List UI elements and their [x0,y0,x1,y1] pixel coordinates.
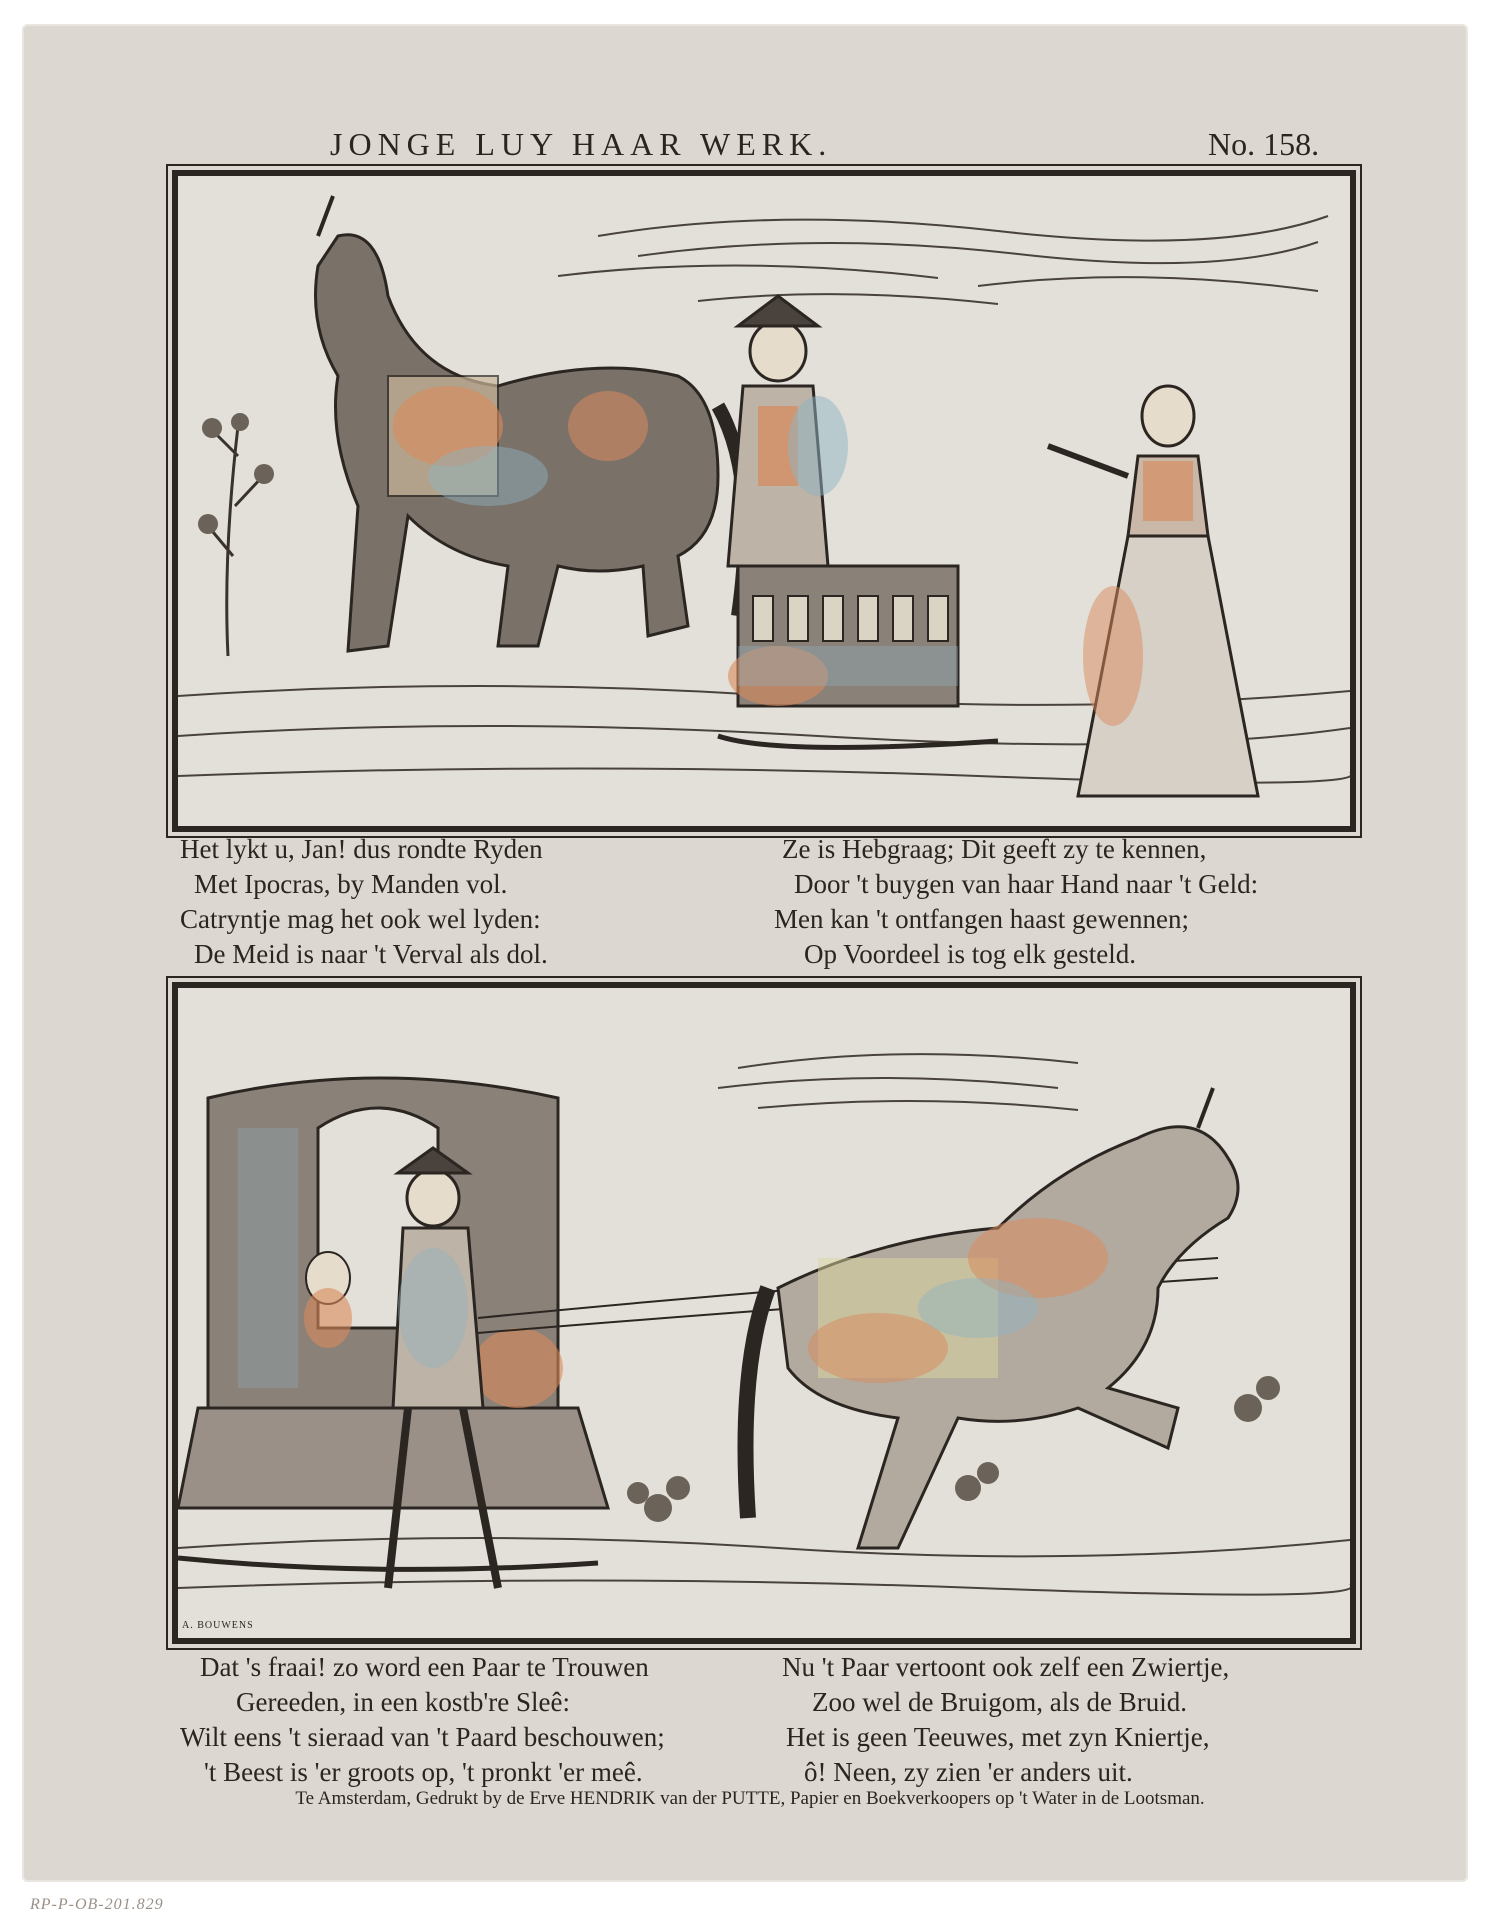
print-number: No. 158. [1208,126,1320,162]
woodcut-panel-bottom [172,982,1356,1644]
verse-line: 't Beest is 'er groots op, 't pronkt 'er meê. [204,1757,643,1787]
woodcut-horse-and-sled-illustration [178,176,1350,826]
verse-line: Men kan 't ontfangen haast gewennen; [774,904,1189,934]
print-title: JONGE LUY HAAR WERK. [330,126,833,162]
verse-line: Dat 's fraai! zo word een Paar te Trouwen [200,1652,649,1682]
verse-line: Het lykt u, Jan! dus rondte Ryden [180,834,543,864]
verse-top-left [180,832,548,972]
verse-line: De Meid is naar 't Verval als dol. [194,939,548,969]
verse-top-right [762,832,1258,972]
publisher-imprint: Te Amsterdam, Gedrukt by de Erve HENDRIK van der PUTTE, Papier en Boekverkoopers op 't Water in de Lootsman. [295,1788,1205,1809]
verse-line: Catryntje mag het ook wel lyden: [180,904,541,934]
verse-line: Zoo wel de Bruigom, als de Bruid. [812,1687,1187,1717]
verse-line: Door 't buygen van haar Hand naar 't Geld: [794,869,1259,899]
verse-bottom-right [762,1650,1229,1790]
catalog-mark: RP-P-OB-201.829 [30,1896,164,1913]
verse-line: Wilt eens 't sieraad van 't Paard beschouwen; [180,1722,665,1752]
verse-line: Ze is Hebgraag; Dit geeft zy te kennen, [782,834,1207,864]
verse-line: Met Ipocras, by Manden vol. [194,869,508,899]
engraver-signature: A. BOUWENS [182,1620,254,1631]
verse-line: Op Voordeel is tog elk gesteld. [804,939,1136,969]
woodcut-couple-in-sled-illustration [178,988,1350,1638]
verse-line: ô! Neen, zy zien 'er anders uit. [804,1757,1133,1787]
woodcut-panel-top [172,170,1356,832]
verse-line: Nu 't Paar vertoont ook zelf een Zwiertje, [782,1652,1230,1682]
verse-line: Gereeden, in een kostb're Sleê: [236,1687,570,1717]
verse-line: Het is geen Teeuwes, met zyn Kniertje, [786,1722,1210,1752]
verse-bottom-left [180,1650,665,1790]
